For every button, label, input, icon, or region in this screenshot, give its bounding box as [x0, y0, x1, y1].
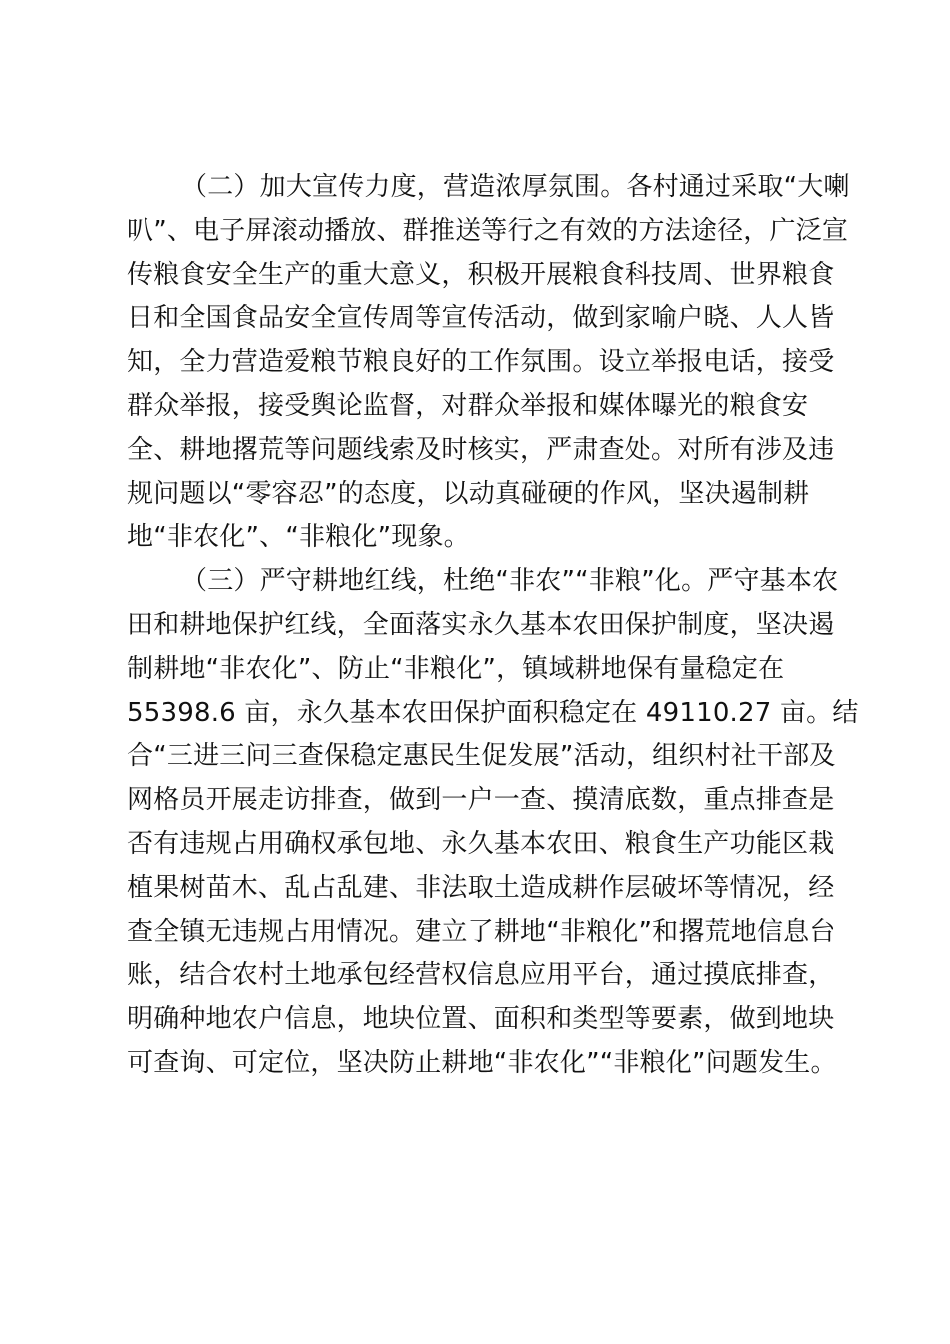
- paragraph-line: 叭”、电子屏滚动播放、群推送等行之有效的方法途径，广泛宣: [127, 215, 849, 246]
- paragraph-line: 合“三进三问三查保稳定惠民生促发展”活动，组织村社干部及: [127, 741, 836, 772]
- paragraph-line: （二）加大宣传力度，营造浓厚氛围。各村通过采取“大喇: [181, 172, 850, 202]
- paragraph-line: 群众举报，接受舆论监督，对群众举报和媒体曝光的粮食安: [127, 390, 809, 421]
- paragraph-line: （三）严守耕地红线，杜绝“非农”“非粮”化。严守基本农: [181, 566, 839, 597]
- paragraph-line: 日和全国食品安全宣传周等宣传活动，做到家喻户晓、人人皆: [127, 303, 835, 334]
- paragraph-line: 明确种地农户信息，地块位置、面积和类型等要素，做到地块: [127, 1004, 835, 1035]
- paragraph-line: 否有违规占用确权承包地、永久基本农田、粮食生产功能区栽: [127, 828, 835, 859]
- paragraph-line: 田和耕地保护红线，全面落实永久基本农田保护制度，坚决遏: [127, 609, 835, 640]
- paragraph-line: 制耕地“非农化”、防止“非粮化”，镇域耕地保有量稳定在: [127, 653, 785, 684]
- document-body: [127, 166, 859, 1086]
- paragraph-section-two: [127, 166, 850, 560]
- paragraph-line: 地“非农化”、“非粮化”现象。: [127, 522, 470, 553]
- paragraph-section-three: [127, 560, 859, 1086]
- paragraph-line: 可查询、可定位，坚决防止耕地“非农化”“非粮化”问题发生。: [127, 1047, 837, 1078]
- paragraph-line: 查全镇无违规占用情况。建立了耕地“非粮化”和撂荒地信息台: [127, 916, 836, 947]
- paragraph-line: 全、耕地撂荒等问题线索及时核实，严肃查处。对所有涉及违: [127, 434, 835, 465]
- paragraph-line: 知，全力营造爱粮节粮良好的工作氛围。设立举报电话，接受: [127, 347, 835, 378]
- paragraph-line: 账，结合农村土地承包经营权信息应用平台，通过摸底排查，: [127, 960, 835, 991]
- paragraph-line: 植果树苗木、乱占乱建、非法取土造成耕作层破坏等情况，经: [127, 872, 835, 903]
- paragraph-line: 55398.6 亩，永久基本农田保护面积稳定在 49110.27 亩。结: [127, 697, 859, 728]
- paragraph-line: 规问题以“零容忍”的态度，以动真碰硬的作风，坚决遏制耕: [127, 478, 810, 509]
- paragraph-line: 传粮食安全生产的重大意义，积极开展粮食科技周、世界粮食: [127, 259, 835, 290]
- paragraph-line: 网格员开展走访排查，做到一户一查、摸清底数，重点排查是: [127, 785, 835, 816]
